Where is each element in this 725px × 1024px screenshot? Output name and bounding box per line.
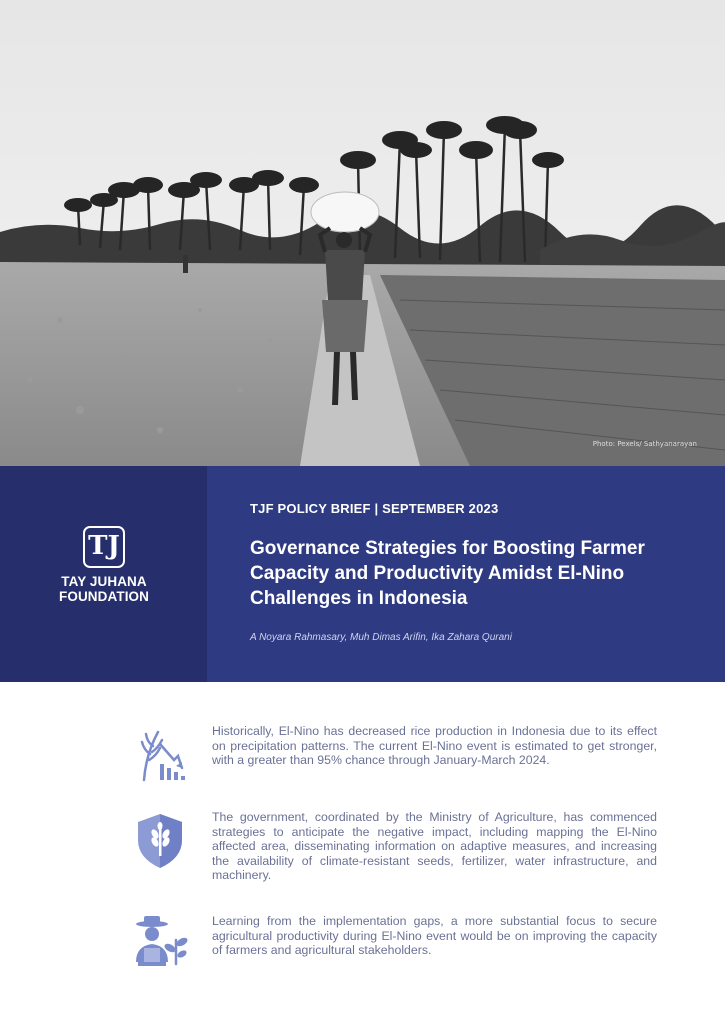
- wheat-decline-chart-icon: [130, 724, 190, 784]
- brief-authors: A Noyara Rahmasary, Muh Dimas Arifin, Ika Zahara Qurani: [250, 632, 512, 643]
- logo-name: [56, 574, 152, 604]
- logo-name-line2: FOUNDATION: [59, 589, 149, 604]
- key-point-text: The government, coordinated by the Ministry of Agriculture, has commenced strategies to anticipate the negative impact, including mapping the El-Nino affected area, disseminating information on adaptive measures, and increasing the availability of climate-resistant seeds, fertilizer, water infrastructure, and machinery.: [212, 810, 657, 883]
- logo-monogram: TJ: [88, 531, 120, 561]
- logo-name-line1: TAY JUHANA: [61, 574, 147, 589]
- cover-photo: [0, 0, 725, 466]
- key-point-text: Learning from the implementation gaps, a more substantial focus to secure agricultural productivity during El-Nino event would be on improving the capacity of farmers and agricultural stakeholders.: [212, 914, 657, 958]
- logo-mark-icon: [83, 526, 125, 568]
- key-point-text: Historically, El-Nino has decreased rice production in Indonesia due to its effect on precipitation patterns. The current El-Nino event is estimated to get stronger, with a greater than 95% chance through January-March 2024.: [212, 724, 657, 768]
- farm-scene-illustration: [0, 0, 725, 466]
- key-points: [0, 682, 725, 1024]
- shield-wheat-icon: [130, 810, 190, 870]
- brief-title: Governance Strategies for Boosting Farmer Capacity and Productivity Amidst El-Nino Challenges in Indonesia: [250, 538, 645, 609]
- foundation-logo: [56, 526, 152, 604]
- farmer-plant-icon: [130, 914, 190, 974]
- brief-kicker: TJF POLICY BRIEF | SEPTEMBER 2023: [250, 501, 499, 516]
- logo-panel: [0, 466, 207, 682]
- title-band: [0, 466, 725, 682]
- photo-credit: Photo: Pexels/ Sathyanarayan: [592, 440, 697, 448]
